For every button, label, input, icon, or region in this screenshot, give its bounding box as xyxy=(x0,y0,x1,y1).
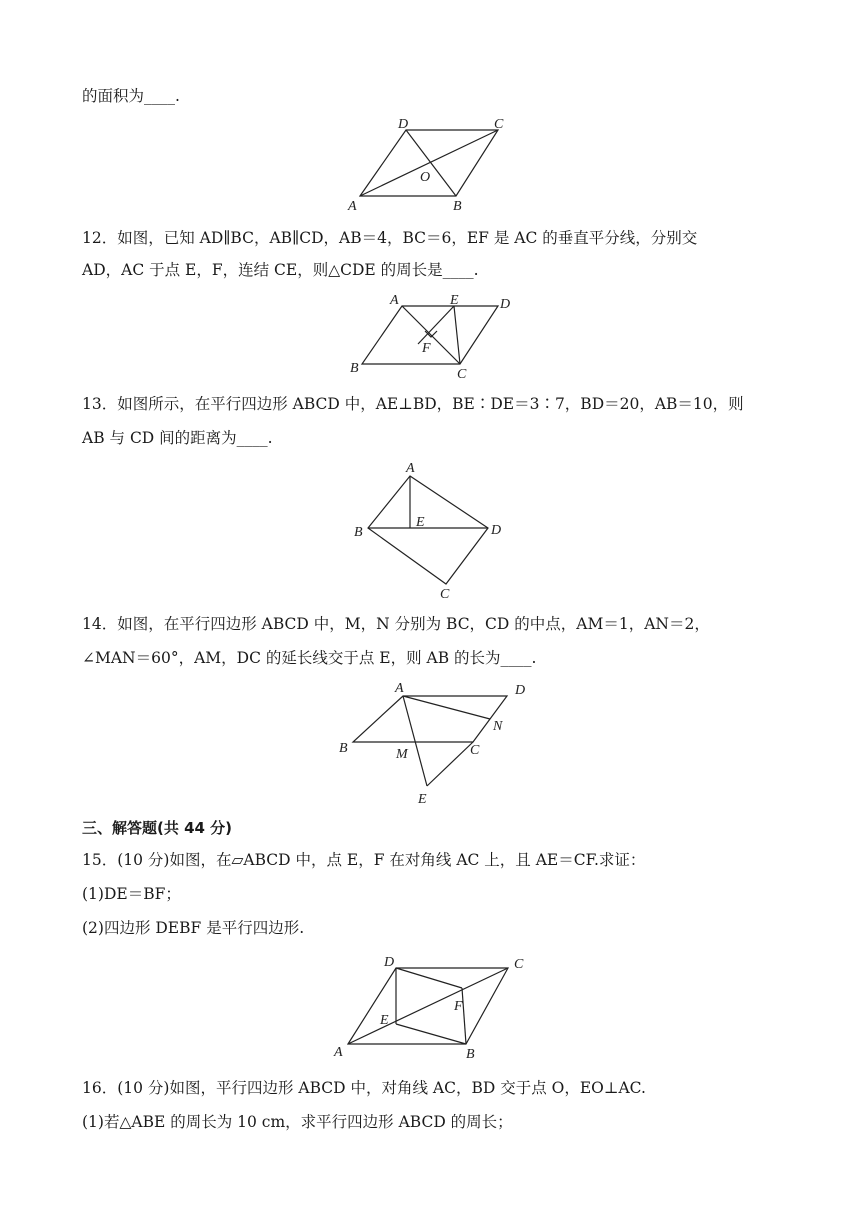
label-d: D xyxy=(515,683,526,698)
label-a: A xyxy=(406,461,415,476)
q13-line1: 13．如图所示，在平行四边形 ABCD 中，AE⊥BD，BE∶DE＝3∶7，BD＝20，AB＝10，则 xyxy=(82,395,744,413)
segment-an xyxy=(403,696,490,719)
q16-part1: (1)若△ABE 的周长为 10 cm，求平行四边形 ABCD 的周长； xyxy=(82,1113,513,1131)
q15-part2: (2)四边形 DEBF 是平行四边形. xyxy=(82,919,305,937)
figure-q11 xyxy=(340,114,520,218)
label-b: B xyxy=(466,1047,475,1062)
segment-ce xyxy=(454,306,460,364)
label-a: A xyxy=(348,199,357,214)
figure-q15 xyxy=(330,950,540,1069)
section-heading: 三、解答题(共 44 分) xyxy=(82,819,233,837)
label-b: B xyxy=(354,525,363,540)
parallelogram-abcd xyxy=(368,476,488,584)
label-b: B xyxy=(350,361,359,376)
q14-line1: 14．如图，在平行四边形 ABCD 中，M，N 分别为 BC，CD 的中点，AM＝1，AN＝2， xyxy=(82,615,710,633)
q15-part1: (1)DE＝BF； xyxy=(82,885,181,903)
perpendicular-ef xyxy=(418,306,454,344)
label-m: M xyxy=(396,747,408,762)
diagonal-ac xyxy=(402,306,460,364)
label-d: D xyxy=(398,117,409,132)
label-c: C xyxy=(494,117,504,132)
label-c: C xyxy=(470,743,480,758)
figure-q12 xyxy=(340,290,530,389)
label-c: C xyxy=(440,587,450,602)
label-b: B xyxy=(453,199,462,214)
extension-dc xyxy=(427,742,473,786)
label-d: D xyxy=(384,955,395,970)
q12-line2: AD，AC 于点 E，F，连结 CE，则△CDE 的周长是____. xyxy=(82,261,479,279)
segment-df xyxy=(396,968,462,988)
figure-q13 xyxy=(340,458,520,607)
label-a: A xyxy=(334,1045,343,1060)
label-d: D xyxy=(491,523,502,538)
q15-line1: 15．(10 分)如图，在▱ABCD 中，点 E，F 在对角线 AC 上，且 AE＝CF.求证： xyxy=(82,851,646,869)
label-e: E xyxy=(418,792,427,807)
label-f: F xyxy=(422,341,431,356)
label-b: B xyxy=(339,741,348,756)
diagonal-bd xyxy=(406,130,456,196)
q12-line1: 12．如图，已知 AD∥BC，AB∥CD，AB＝4，BC＝6，EF 是 AC 的垂直平分线，分别交 xyxy=(82,229,698,247)
label-c: C xyxy=(514,957,524,972)
label-o: O xyxy=(420,170,431,185)
label-d: D xyxy=(500,297,511,312)
label-c: C xyxy=(457,367,467,382)
q16-line1: 16．(10 分)如图，平行四边形 ABCD 中，对角线 AC，BD 交于点 O，EO⊥AC. xyxy=(82,1079,646,1097)
q14-line2: ∠MAN＝60°，AM，DC 的延长线交于点 E，则 AB 的长为____. xyxy=(82,649,537,667)
line-am-extended xyxy=(403,696,427,786)
q13-line2: AB 与 CD 间的距离为____. xyxy=(82,429,273,447)
label-a: A xyxy=(390,293,399,308)
label-a: A xyxy=(395,681,404,696)
figure-q14 xyxy=(335,678,535,814)
label-f: F xyxy=(454,999,463,1014)
label-n: N xyxy=(493,719,503,734)
label-e: E xyxy=(416,515,425,530)
label-e: E xyxy=(380,1013,389,1028)
segment-eb xyxy=(396,1024,466,1044)
label-e: E xyxy=(450,293,459,308)
segment-fb xyxy=(462,988,466,1044)
q11-continued: 的面积为____. xyxy=(82,87,180,105)
